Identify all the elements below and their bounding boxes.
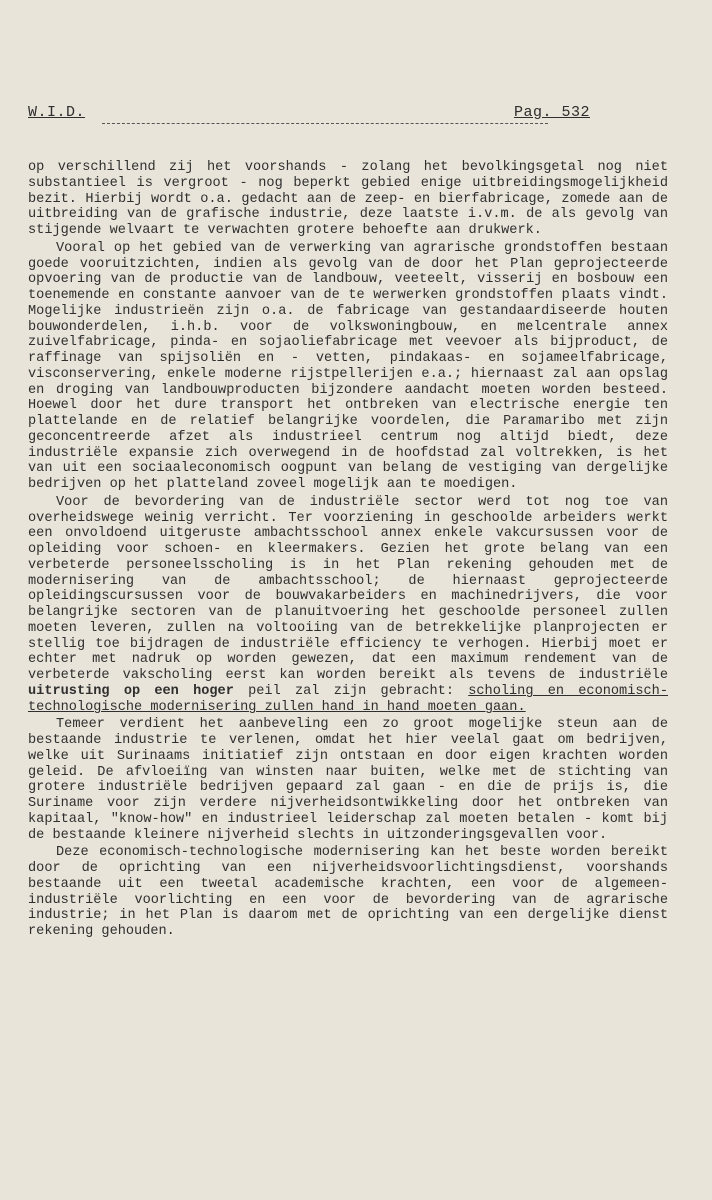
document-id: W.I.D.	[28, 104, 86, 121]
page-header	[28, 104, 668, 128]
header-rule	[102, 123, 548, 124]
paragraph-5: Deze economisch-technologische modernisering kan het beste worden bereikt door de oprichting van een nijverheidsvoorlichtingsdienst, voorshands bestaande uit een tweetal academische krachten, een voor de algemeen-industriële voorlichting en een voor de bevordering van de agrarische industrie; in het Plan is daarom met de oprichting van een dergelijke dienst rekening gehouden.	[28, 845, 668, 939]
paragraph-2: Vooral op het gebied van de verwerking van agrarische grondstoffen bestaan goede vooruitzichten, indien als gevolg van de door het Plan geprojecteerde opvoering van de productie van de landbouw, veeteelt, visserij en bosbouw een toenemende en constante aanvoer van de te werwerken grondstoffen plaats vindt. Mogelijke industrieën zijn o.a. de fabricage van gestandaardiseerde houten bouwonderdelen, i.h.b. voor de volkswoningbouw, en melcentrale annex zuivelfabricage, pinda- en sojaoliefabricage met veevoer als bijproduct, de raffinage van spijsoliën en - vetten, pindakaas- en sojameelfabricage, visconservering, enkele moderne rijstpellerijen e.a.; hiernaast zal aan opslag en droging van landbouwproducten bijzondere aandacht moeten worden besteed. Hoewel door het dure transport het ontbreken van electrische energie ten plattelande en de relatief belangrijke voordelen, die Paramaribo met zijn geconcentreerde afzet als industrieel centrum nog altijd biedt, deze industriële expansie zich overwegend in de hoofdstad zal voltrekken, is het van uit een sociaaleconomisch oogpunt van belang de vestiging van dergelijke bedrijven op het platteland zoveel mogelijk aan te moedigen.	[28, 240, 668, 492]
paragraph-3-underlined-text: scholing en economisch-technologische modernisering zullen hand in hand moeten gaan.	[28, 683, 669, 715]
document-body	[28, 160, 668, 942]
paragraph-3-text-continued: peil zal zijn gebracht:	[233, 683, 469, 699]
paragraph-3-text: Voor de bevordering van de industriële sector werd tot nog toe van overheidswege weinig verricht. Ter voorziening in geschoolde arbeiders werkt een onvoldoend uitgeruste ambachtsschool annex enkele vakcursussen voor de opleiding voor schoen- en kleermakers. Gezien het grote belang van een verbeterde personeelsscholing is in het Plan rekening gehouden met de modernisering van de ambachtsschool; de hiernaast geprojecteerde opleidingscursussen voor de bouwvakarbeiders en machinedrijvers, die voor belangrijke sectoren van de planuitvoering het geschoolde personeel zullen moeten leveren, zullen na voltooiing van de betrekkelijke planprojecten er stellig toe bijdragen de industriële efficiency te verhogen. Hierbij moet er echter met nadruk op worden gewezen, dat een maximum rendement van de verbeterde vakscholing eerst kan worden bereikt als tevens de industriële	[28, 494, 668, 683]
paragraph-3	[28, 495, 668, 716]
paragraph-3-bold-text: uitrusting op een hoger	[28, 683, 234, 699]
paragraph-1: op verschillend zij het voorshands - zolang het bevolkingsgetal nog niet substantieel is vergroot - nog beperkt gebied enige uitbreidingsmogelijkheid bezit. Hierbij wordt o.a. gedacht aan de zeep- en bierfabricage, zomede aan de uitbreiding van de grafische industrie, deze laatste i.v.m. de als gevolg van stijgende welvaart te verwachten grotere behoefte aan drukwerk.	[28, 160, 668, 238]
page-number: Pag. 532	[513, 104, 590, 121]
paragraph-4: Temeer verdient het aanbeveling een zo groot mogelijke steun aan de bestaande industrie te verlenen, omdat het hier veelal gaat om bedrijven, welke uit Surinaams initiatief zijn ontstaan en door eigen krachten worden geleid. De afvloeiïng van winsten naar buiten, welke met de stichting van grotere industriële bedrijven gepaard zal gaan - en die de prijs is, die Suriname voor zijn verdere nijverheidsontwikkeling door het ontbreken van kapitaal, "know-how" en industrieel leiderschap zal moeten betalen - komt bij de bestaande kleinere nijverheid slechts in uitzonderingsgevallen voor.	[28, 717, 668, 843]
